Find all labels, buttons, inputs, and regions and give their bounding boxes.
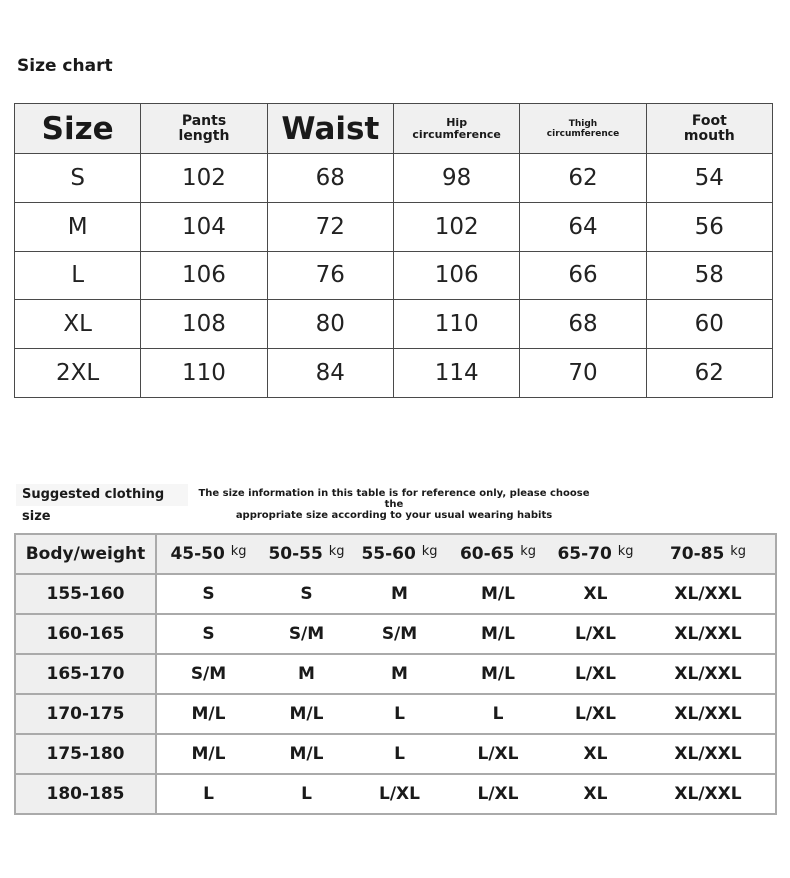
suggested-size-cell: XL [550,574,641,614]
header-thigh-line2: circumference [546,128,620,139]
suggested-size-cell: XL/XXL [641,734,776,774]
weight-header [260,534,353,574]
suggested-header-row [15,534,776,574]
size-label-cell: XL [15,300,141,349]
weight-unit: kg [730,544,747,559]
suggested-size-cell: L [156,774,260,814]
weight-unit: kg [230,544,247,559]
suggested-row [15,614,776,654]
size-row [15,251,773,300]
size-chart-header-row [15,104,773,154]
suggested-size-cell: XL [550,774,641,814]
suggested-size-cell: XL/XXL [641,654,776,694]
header-pants-length-line2: length [178,127,230,144]
suggested-size-cell: M/L [260,694,353,734]
size-label-cell: M [15,202,141,251]
suggested-row [15,694,776,734]
header-foot-line2: mouth [683,127,735,144]
suggested-size-cell: L/XL [550,694,641,734]
weight-range: 50-55 [268,544,329,564]
measurement-cell: 84 [267,349,393,398]
weight-range: 70-85 [669,544,731,564]
header-body-weight: Body/weight [15,534,156,574]
suggested-size-cell: L/XL [446,734,550,774]
weight-range: 55-60 [361,544,422,564]
header-foot-mouth [646,104,772,154]
measurement-cell: 104 [141,202,267,251]
weight-range: 60-65 [459,544,521,564]
suggested-row [15,654,776,694]
measurement-cell: 106 [141,251,267,300]
header-pants-length-line1: Pants [181,112,227,129]
suggested-size-cell: M/L [156,734,260,774]
weight-header [446,534,550,574]
measurement-cell: 64 [520,202,646,251]
header-hip-circumference [393,104,519,154]
note-line-1: The size information in this table is for reference only, please choose the [198,488,590,510]
measurement-cell: 56 [646,202,772,251]
size-row [15,349,773,398]
header-thigh-circumference [520,104,646,154]
size-label-cell: L [15,251,141,300]
measurement-cell: 102 [393,202,519,251]
measurement-cell: 102 [141,154,267,203]
header-foot-line1: Foot [691,112,727,129]
suggested-size-cell: S/M [156,654,260,694]
size-row [15,202,773,251]
size-row [15,154,773,203]
weight-header [353,534,446,574]
height-cell: 180-185 [15,774,156,814]
header-hip-line2: circumference [412,127,501,141]
suggested-size-cell: M/L [260,734,353,774]
suggested-size-cell: M/L [156,694,260,734]
measurement-cell: 98 [393,154,519,203]
size-chart-title: Size chart [17,56,113,76]
header-pants-length [141,104,267,154]
weight-header [156,534,260,574]
measurement-cell: 58 [646,251,772,300]
weight-header [550,534,641,574]
suggested-size-table [14,533,777,815]
suggested-size-cell: S/M [260,614,353,654]
height-cell: 170-175 [15,694,156,734]
suggested-size-cell: M/L [446,654,550,694]
measurement-cell: 72 [267,202,393,251]
suggested-size-cell: XL/XXL [641,574,776,614]
measurement-cell: 68 [267,154,393,203]
height-cell: 165-170 [15,654,156,694]
suggested-size-cell: S [260,574,353,614]
suggested-size-cell: S [156,574,260,614]
suggested-row [15,574,776,614]
measurement-cell: 70 [520,349,646,398]
header-size: Size [15,104,141,154]
measurement-cell: 62 [646,349,772,398]
weight-range: 65-70 [557,544,618,564]
measurement-cell: 76 [267,251,393,300]
suggested-size-cell: XL/XXL [641,774,776,814]
suggested-size-cell: S [156,614,260,654]
measurement-cell: 110 [393,300,519,349]
suggested-size-cell: L/XL [446,774,550,814]
suggested-row [15,734,776,774]
note-line-2: appropriate size according to your usual wearing habits [235,510,553,521]
measurement-cell: 54 [646,154,772,203]
size-chart-body [15,154,773,398]
suggested-size-cell: M [260,654,353,694]
weight-unit: kg [520,544,537,559]
suggested-size-cell: L [353,734,446,774]
suggested-size-cell: L [353,694,446,734]
measurement-cell: 62 [520,154,646,203]
measurement-cell: 114 [393,349,519,398]
measurement-cell: 68 [520,300,646,349]
height-cell: 155-160 [15,574,156,614]
suggested-size-cell: L/XL [353,774,446,814]
size-row [15,300,773,349]
measurement-cell: 80 [267,300,393,349]
header-hip-line1: Hip [446,115,468,129]
measurement-cell: 108 [141,300,267,349]
suggested-size-note [190,488,598,521]
suggested-size-cell: L [260,774,353,814]
header-waist: Waist [267,104,393,154]
height-cell: 175-180 [15,734,156,774]
weight-range: 45-50 [170,544,231,564]
suggested-size-cell: L/XL [550,614,641,654]
size-label-cell: 2XL [15,349,141,398]
weight-unit: kg [328,544,345,559]
weight-unit: kg [421,544,438,559]
measurement-cell: 60 [646,300,772,349]
measurement-cell: 110 [141,349,267,398]
suggested-size-cell: XL/XXL [641,694,776,734]
suggested-size-cell: XL [550,734,641,774]
height-cell: 160-165 [15,614,156,654]
size-chart-table [14,103,773,398]
measurement-cell: 106 [393,251,519,300]
suggested-row [15,774,776,814]
suggested-size-cell: L [446,694,550,734]
suggested-size-cell: M/L [446,614,550,654]
suggested-size-cell: M [353,654,446,694]
measurement-cell: 66 [520,251,646,300]
header-thigh-line1: Thigh [568,118,598,129]
weight-unit: kg [617,544,634,559]
suggested-size-cell: M/L [446,574,550,614]
weight-header [641,534,776,574]
suggested-size-title: Suggested clothing size [16,484,188,506]
size-label-cell: S [15,154,141,203]
suggested-size-cell: M [353,574,446,614]
suggested-size-cell: L/XL [550,654,641,694]
suggested-size-body [15,574,776,814]
suggested-size-cell: XL/XXL [641,614,776,654]
suggested-size-cell: S/M [353,614,446,654]
